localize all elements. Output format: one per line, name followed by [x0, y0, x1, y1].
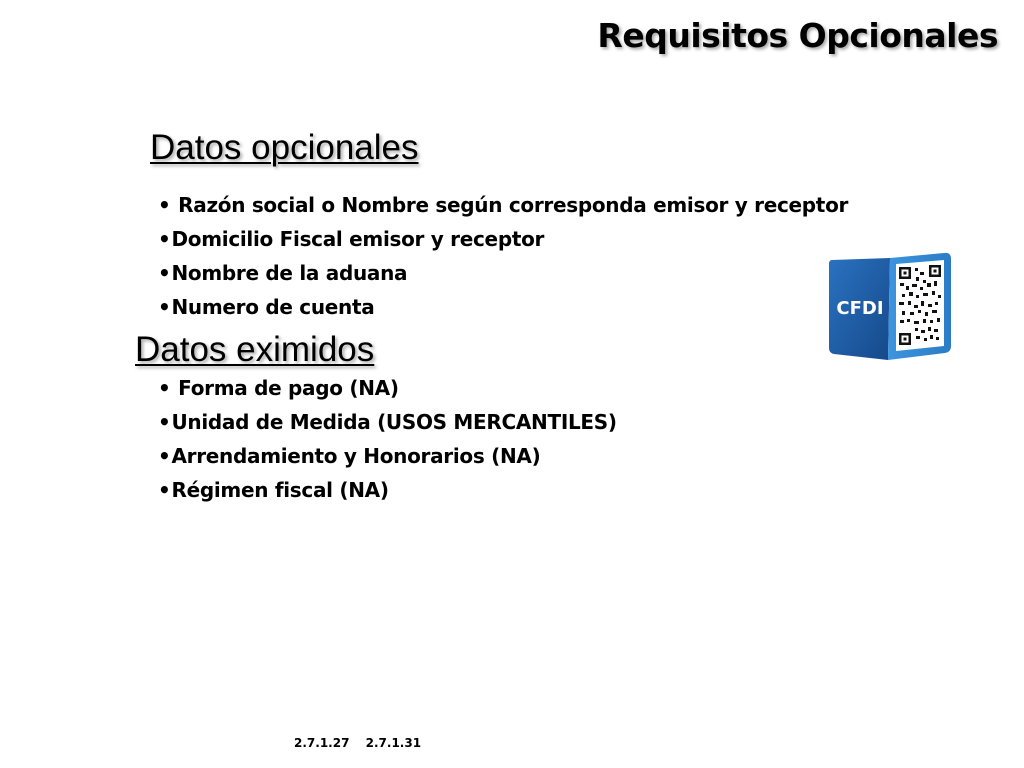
- bullet-icon: •: [158, 261, 171, 285]
- list-item-text: Unidad de Medida (USOS MERCANTILES): [171, 410, 617, 434]
- list-datos-opcionales: [158, 188, 848, 324]
- heading-datos-eximidos: Datos eximidos: [135, 330, 375, 369]
- footer-code: 2.7.1.27: [294, 736, 350, 750]
- logo-text: CFDI: [836, 298, 884, 319]
- list-item-text: Domicilio Fiscal emisor y receptor: [171, 227, 545, 251]
- bullet-icon: •: [158, 227, 171, 251]
- bullet-icon: •: [158, 193, 171, 217]
- list-item: [158, 290, 848, 324]
- list-item-text: Régimen fiscal (NA): [171, 478, 389, 502]
- bullet-icon: •: [158, 478, 171, 502]
- footer-code: 2.7.1.31: [365, 736, 422, 750]
- heading-datos-opcionales: Datos opcionales: [150, 128, 419, 167]
- list-datos-eximidos: [158, 371, 617, 507]
- bullet-icon: •: [158, 410, 171, 434]
- list-item: [158, 439, 617, 473]
- list-item: [158, 222, 848, 256]
- list-item: [158, 256, 848, 290]
- slide-title: Requisitos Opcionales: [597, 16, 998, 55]
- list-item: [158, 405, 617, 439]
- list-item-text: Arrendamiento y Honorarios (NA): [171, 444, 541, 468]
- list-item: [158, 473, 617, 507]
- bullet-icon: •: [158, 295, 171, 319]
- list-item-text: Razón social o Nombre según corresponda emisor y receptor: [171, 193, 849, 217]
- list-item-text: Nombre de la aduana: [171, 261, 408, 285]
- list-item-text: Numero de cuenta: [171, 295, 375, 319]
- footer-codes: [294, 736, 433, 750]
- list-item: [158, 371, 617, 405]
- list-item-text: Forma de pago (NA): [171, 376, 399, 400]
- cfdi-qr-logo-icon: [826, 250, 954, 362]
- bullet-icon: •: [158, 444, 171, 468]
- list-item: [158, 188, 848, 222]
- bullet-icon: •: [158, 376, 171, 400]
